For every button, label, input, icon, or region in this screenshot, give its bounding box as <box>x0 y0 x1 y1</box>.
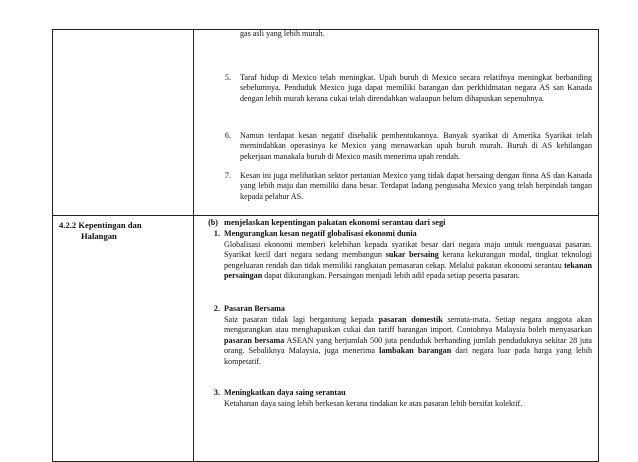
item-text: Taraf hidup di Mexico telah meningkat. Upah buruh di Mexico secara relatifnya meningkat berbanding sebelumnya. Penduduk Mexico juga dapat memiliki barangan dan perkhidmatan negara AS san Kanada dengan lebih murah kerana cukai telah direndahkan walaupun belum dihapuskan sepenuhnya. <box>240 73 592 103</box>
item-title: Mengurangkan kesan negatif globalisasi ekonomi dunia <box>224 229 417 238</box>
item-body: Ketahanan daya saing lebih berkesan kerana tindakan ke atas pasaran lebih bersifat kolektif. <box>224 399 523 408</box>
item-number: 3. <box>213 388 220 397</box>
item-number: 1. <box>213 229 220 238</box>
topic-label <box>53 216 193 242</box>
item-number: 7. <box>224 171 231 180</box>
item-text: Namun terdapat kesan negatif disebalik pembentukannya. Banyak syarikat di Amerika Syarikat telah memindahkan operasinya ke Mexico yang menawarkan upah buruh murah. Buruh di AS kehilangan pekerjaan manakala buruh di Mexico masih menerima upah rendah. <box>240 131 592 161</box>
topic-cell <box>53 216 194 462</box>
item-number: 6. <box>224 131 231 140</box>
content-cell <box>194 30 599 216</box>
section-marker: (b) <box>208 218 218 227</box>
item-title: Pasaran Bersama <box>224 304 285 313</box>
topic-label <box>53 30 193 34</box>
topic-label-line: Halangan <box>81 231 117 241</box>
content-cell <box>194 216 599 462</box>
item-text: Kesan ini juga melibatkan sektor pertanian Mexico yang tidak dapat bersaing dengan finna AS dan Kanada yang lebih maju dan memiliki dana besar. Terdapat ladang pengusaha Mexico yang telah berpindah tangan kepada pelabur AS. <box>240 171 592 201</box>
section-heading: menjelaskan kepentingan pakatan ekonomi serantau dari segi <box>224 218 446 227</box>
continued-fragment: gas asli yang lebih murah. <box>240 29 325 38</box>
item-number: 2. <box>213 304 220 313</box>
item-body: Globalisasi ekonomi memberi kelebihan kepada syarikat besar dari negara maju untuk menguasai pasaran. Syarikat kecil dari negara sedang membangun sukar bersaing kerana kekurangan modal, tingkat teknologi pengeluaran rendah dan tidak memiliki rangkaian pemasaran cekap. Melalui pakatan ekonomi serantau tekanan persaingan dapat dikurangkan. Persaingan menjadi lebih adil epada setiap peserta pasaran. <box>224 240 592 281</box>
table-row <box>53 30 599 216</box>
item-body: Saiz pasaran tidak lagi bergantung kepada pasaran domestik semata-mata. Setiap negara anggota akan mengurangkan atau menghapuskan cukai dan tariff barangan import. Contohnya Malaysia boleh menyasarkan pasaran bersama ASEAN yang berjumlah 500 juta penduduk berbanding jumlah penduduknya sekitar 28 juta orang. Sebaliknya Malaysia, juga menerima lambakan barangan dari negara luar pada harga yang lebih kompetatif. <box>224 315 593 366</box>
topic-label-line: 4.2.2 Kepentingan dan <box>59 220 142 230</box>
item-number: 5. <box>224 73 231 82</box>
content-table <box>52 29 599 462</box>
topic-cell <box>53 30 194 216</box>
table-row <box>53 216 599 462</box>
item-title: Meningkatkan daya saing serantau <box>224 388 346 397</box>
